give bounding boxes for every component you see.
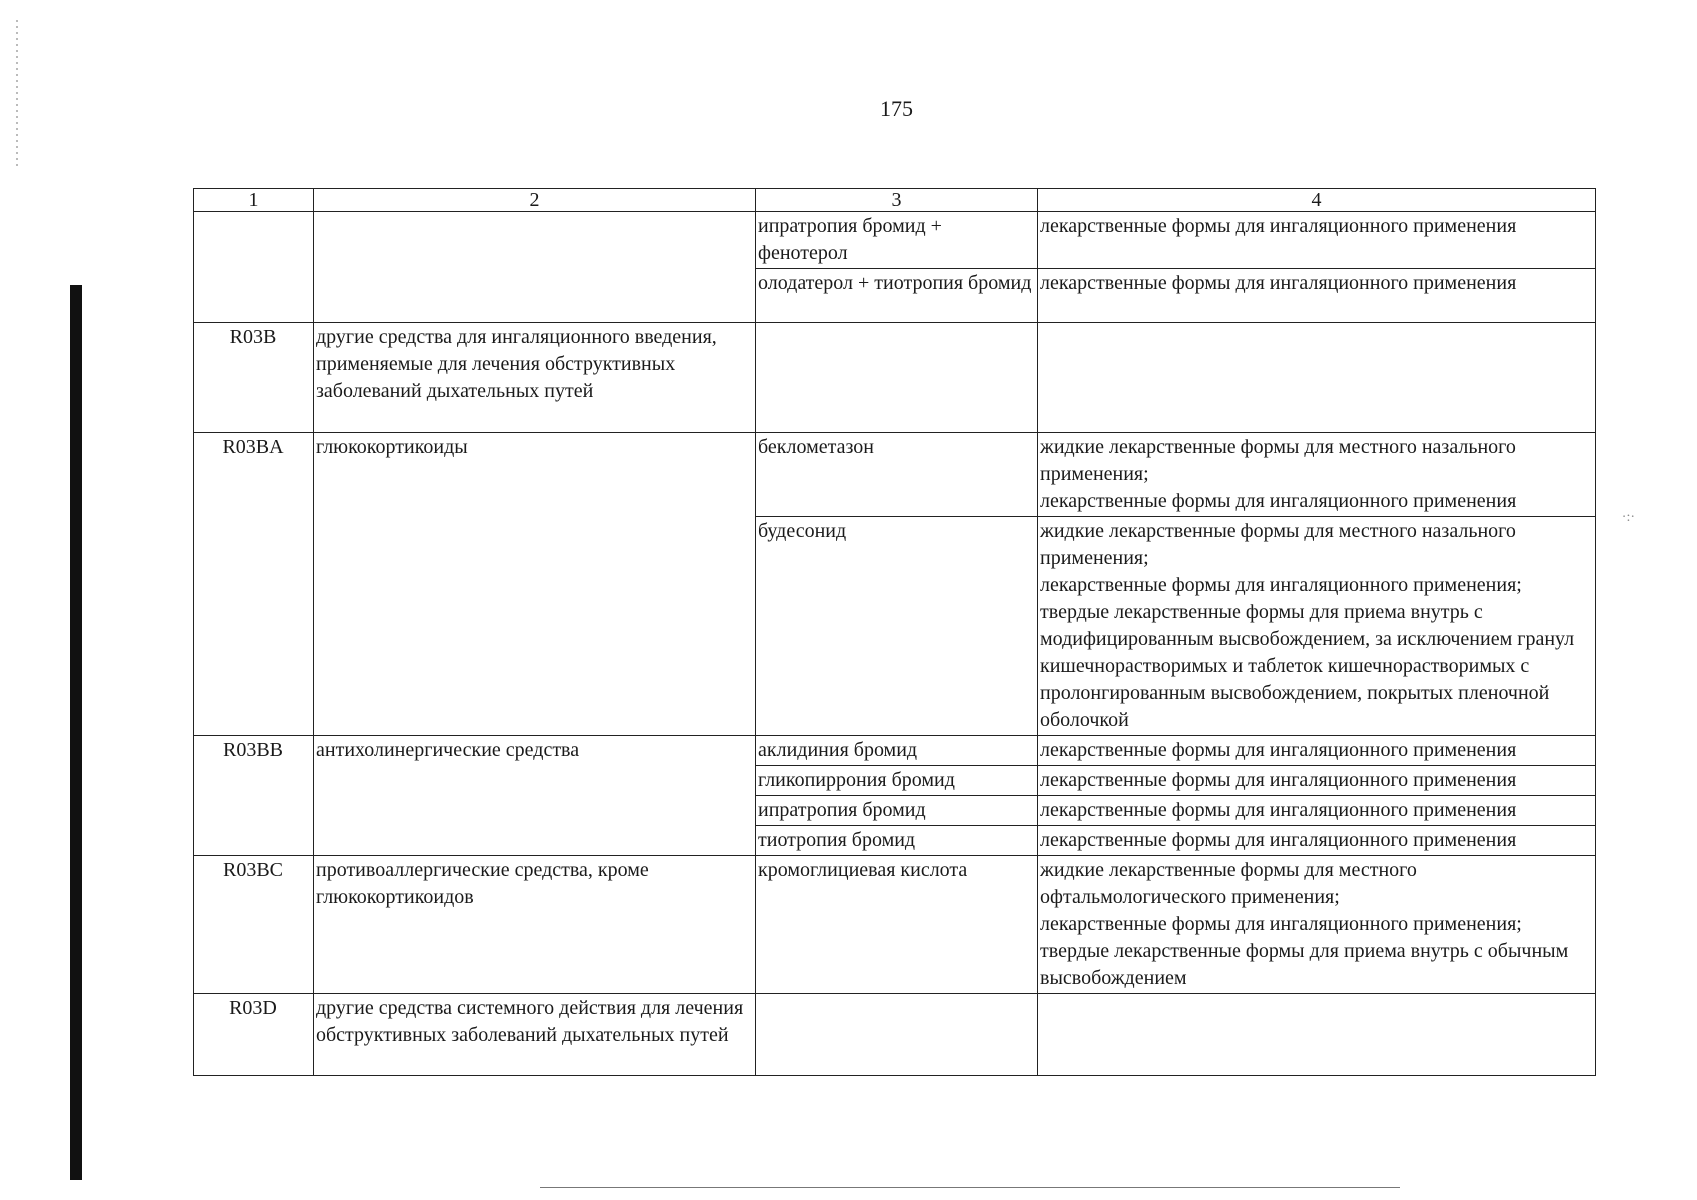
drug-name-cell: кромоглициевая кислота [756,856,1038,994]
drug-name-cell: гликопиррония бромид [756,766,1038,796]
code-cell: R03D [194,994,314,1076]
dosage-form-line: жидкие лекарственные формы для местного офтальмологического применения; [1040,859,1417,908]
drug-name-cell: тиотропия бромид [756,826,1038,856]
drug-name-cell: ипратропия бромид + фенотерол [756,212,1038,269]
dosage-form-line: жидкие лекарственные формы для местного назального применения; [1040,436,1516,485]
dosage-form-cell: лекарственные формы для ингаляционного применения [1038,826,1596,856]
dosage-form-cell: лекарственные формы для ингаляционного применения [1038,736,1596,766]
group-name-cell: глюкокортикоиды [314,433,756,736]
code-cell [194,212,314,323]
dosage-form-cell [1038,517,1596,736]
drug-classification-table [193,188,1596,1076]
drug-name-cell: ипратропия бромид [756,796,1038,826]
group-name-cell: противоаллергические средства, кроме глюкокортикоидов [314,856,756,994]
table-header-row [194,189,1596,212]
drug-name-cell [756,994,1038,1076]
group-name-cell: другие средства системного действия для лечения обструктивных заболеваний дыхательных путей [314,994,756,1076]
dosage-form-line: твердые лекарственные формы для приема внутрь с обычным высвобождением [1040,940,1569,989]
table-row [194,323,1596,433]
code-cell: R03BA [194,433,314,736]
dosage-form-cell: лекарственные формы для ингаляционного применения [1038,796,1596,826]
drug-name-cell: будесонид [756,517,1038,736]
dosage-form-line: лекарственные формы для ингаляционного применения; [1040,913,1522,935]
dosage-form-cell: лекарственные формы для ингаляционного применения [1038,269,1596,323]
table-row [194,994,1596,1076]
group-name-cell: антихолинергические средства [314,736,756,856]
code-cell: R03B [194,323,314,433]
header-cell-4: 4 [1038,189,1596,212]
header-cell-3: 3 [756,189,1038,212]
group-name-cell [314,212,756,323]
dosage-form-cell [1038,856,1596,994]
dosage-form-line: лекарственные формы для ингаляционного применения [1040,490,1517,512]
scan-mark: ·:· [1621,510,1635,525]
dosage-form-cell [1038,323,1596,433]
code-cell: R03BB [194,736,314,856]
drug-name-cell: беклометазон [756,433,1038,517]
table-row [194,212,1596,269]
header-cell-1: 1 [194,189,314,212]
page-number: 175 [880,96,913,121]
drug-name-cell [756,323,1038,433]
dosage-form-cell [1038,994,1596,1076]
dosage-form-cell: лекарственные формы для ингаляционного применения [1038,212,1596,269]
table-row [194,856,1596,994]
bottom-rule [540,1187,1400,1188]
code-cell: R03BC [194,856,314,994]
dosage-form-line: лекарственные формы для ингаляционного применения; [1040,574,1522,596]
scan-speckle [16,20,18,170]
dosage-form-line: твердые лекарственные формы для приема внутрь с модифицированным высвобождением, за исключением гранул кишечнорастворимых и таблеток кишечнорастворимых с пролонгированным высвобождением, покрытых пленочной оболочкой [1040,601,1575,731]
header-cell-2: 2 [314,189,756,212]
dosage-form-cell [1038,433,1596,517]
dosage-form-line: жидкие лекарственные формы для местного назального применения; [1040,520,1516,569]
group-name-cell: другие средства для ингаляционного введения, применяемые для лечения обструктивных заболеваний дыхательных путей [314,323,756,433]
table-row [194,433,1596,517]
drug-name-cell: аклидиния бромид [756,736,1038,766]
dosage-form-cell: лекарственные формы для ингаляционного применения [1038,766,1596,796]
drug-name-cell: олодатерол + тиотропия бромид [756,269,1038,323]
table-row [194,736,1596,766]
scan-edge-shadow [70,285,82,1180]
